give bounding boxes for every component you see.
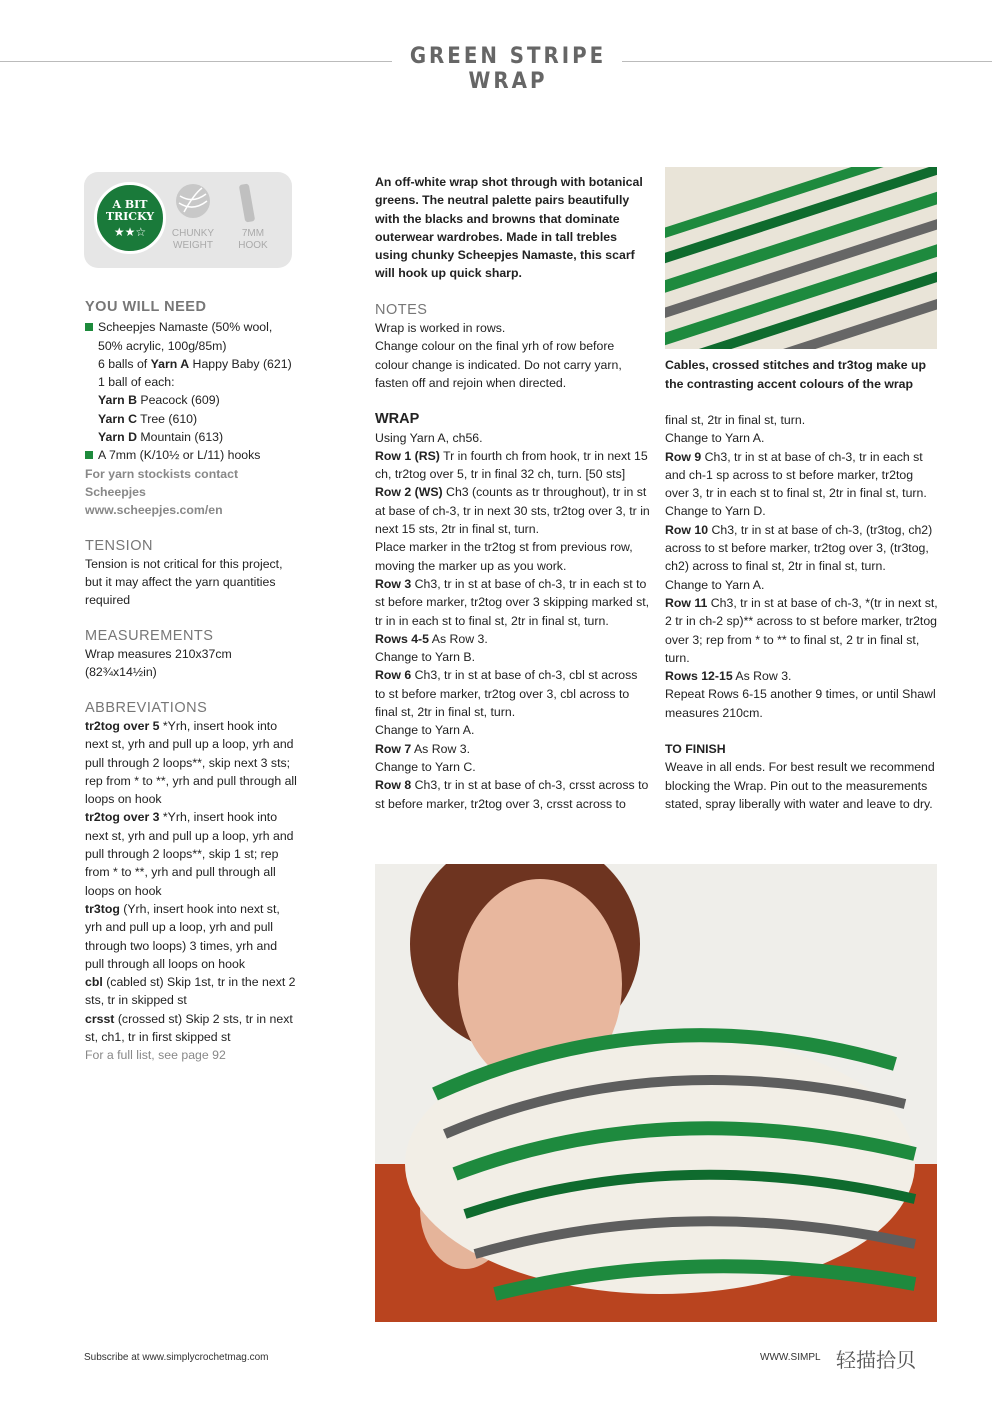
wrap-row: Row 10 Ch3, tr in st at base of ch-3, (tr3tog, ch2) across to st before marker, tr2tog over 3, (tr3tog, ch2) across to final st, 2tr in final st, turn. [665,522,933,574]
info-badges [84,172,292,268]
abbrev-item: tr2tog over 5 *Yrh, insert hook into next st, yrh and pull up a loop, yrh and pull through 2 loops**, skip next 3 sts; rep from * to **, yrh and pull through all loops on hook [85,718,297,807]
wrap-row: Place marker in the tr2tog st from previous row, moving the marker up as you work. [375,540,633,573]
wrap-row: Change to Yarn A. [665,577,765,592]
photo-caption: Cables, crossed stitches and tr3tog make up the contrasting accent colours of the wrap [665,358,927,391]
abbrev-item: tr2tog over 3 *Yrh, insert hook into next st, yrh and pull up a loop, yrh and pull through 2 loops**, skip 1 st; rep from * to **, yrh and pull through all loops on hook [85,810,294,898]
difficulty-label: A BIT TRICKY [105,198,155,223]
wrap-row: Row 1 (RS) Tr in fourth ch from hook, tr in next 15 ch, tr2tog over 5, tr in final 32 ch, turn. [50 sts] [375,448,648,482]
column-right [665,411,940,813]
abbrev-footer: For a full list, see page 92 [85,1048,226,1063]
difficulty-badge [94,182,166,254]
yarn-fibre: 50% acrylic, 100g/85m) [98,338,227,353]
wrap-row: Change to Yarn D. [665,504,766,519]
measurements-imperial: (82¾x14½in) [85,665,157,680]
yarn-brand: Scheepjes Namaste (50% wool, [98,320,273,335]
abbrev-item: crsst (crossed st) Skip 2 sts, tr in next st, ch1, tr in first skipped st [85,1011,293,1044]
wrap-row: Change to Yarn A. [375,723,475,738]
yarn-c-line: Yarn C Tree (610) [98,411,198,426]
difficulty-stars: ★★☆ [113,225,147,239]
stockists-link[interactable]: www.scheepjes.com/en [85,503,223,518]
bullet-icon [85,451,93,459]
notes-line: Wrap is worked in rows. [375,321,506,336]
you-will-need-heading: YOU WILL NEED [85,299,207,315]
header-rule-left [0,61,392,62]
wrap-row: Row 7 As Row 3. [375,741,470,756]
one-ball-each: 1 ball of each: [98,375,175,390]
wrap-row: Change to Yarn B. [375,650,476,665]
wrap-row: Row 3 Ch3, tr in st at base of ch-3, tr in each st to st before marker, tr2tog over 3 skipping marked st, tr in in each st to final st, 2tr in final st, turn. [375,576,650,628]
footer-website[interactable]: WWW.SIMPL [760,1352,821,1363]
measurements-heading: MEASUREMENTS [85,627,214,644]
wrap-row: Row 11 Ch3, tr in st at base of ch-3, *(tr in next st, 2 tr in ch-2 sp)** across to st before marker, tr2tog over 3; rep from * to ** to final st, 2 tr in final st, turn. [665,595,938,665]
stockists-brand: Scheepjes [85,484,146,499]
wrap-row: Rows 4-5 As Row 3. [375,631,488,646]
finish-text: Weave in all ends. For best result we recommend blocking the Wrap. Pin out to the measurements stated, spray liberally with water and leave to dry. [665,760,935,811]
stockists-line: For yarn stockists contact [85,466,239,481]
intro-text: An off-white wrap shot through with botanical greens. The neutral palette pairs beautifully with the blacks and browns that dominate outerwear wardrobes. Made in tall trebles using chunky Scheepjes Namaste, this scarf will hook up quick sharp. [375,175,643,281]
abbrev-item: tr3tog (Yrh, insert hook into next st, yrh and pull up a loop, yrh and pull through two loops) 3 times, yrh and pull through all loops on hook [85,901,280,971]
wrap-row: Rows 12-15 As Row 3. [665,669,792,684]
yarn-b-line: Yarn B Peacock (609) [98,393,220,408]
header-rule-right [622,61,992,62]
notes-heading: NOTES [375,301,428,318]
hook-line: A 7mm (K/10½ or L/11) hooks [98,448,261,463]
wrap-row: final st, 2tr in final st, turn. [665,413,806,427]
yarn-weight-label: CHUNKY WEIGHT [171,228,215,251]
model-photo [375,864,937,1322]
yarn-a-line: 6 balls of Yarn A Happy Baby (621) [98,356,292,371]
crochet-hook-icon [239,183,255,222]
wrap-row: Row 6 Ch3, tr in st at base of ch-3, cbl st across to st before marker, tr2tog over 3, cbl across to final st, 2tr in final st, turn. [375,668,638,720]
abbreviations-heading: ABBREVIATIONS [85,699,208,716]
page-title: GREEN STRIPE WRAP [409,44,607,94]
wrap-row: Repeat Rows 6-15 another 9 times, or until Shawl measures 210cm. [665,687,936,720]
wrap-row: Row 8 Ch3, tr in st at base of ch-3, crsst across to st before marker, tr2tog over 3, crsst across to [375,778,649,811]
column-middle [375,173,650,813]
measurements-text: Wrap measures 210x37cm [85,647,232,662]
tension-heading: TENSION [85,537,153,554]
wrap-row: Change to Yarn A. [665,431,765,446]
wrap-row: Row 2 (WS) Ch3 (counts as tr throughout), tr in st at base of ch-3, tr in next 30 sts, tr2tog over 3, tr in next 15 sts, 2tr in final st, turn. [375,485,650,537]
wrap-heading: WRAP [375,411,420,428]
notes-line: Change colour on the final yrh of row before colour change is indicated. Do not carry yarn, fasten off and rejoin when directed. [375,339,622,390]
hook-size-label: 7MM HOOK [238,228,268,251]
wrap-row: Change to Yarn C. [375,759,476,774]
tension-text: Tension is not critical for this project, but it may affect the yarn quantities required [85,556,283,608]
yarn-d-line: Yarn D Mountain (613) [98,430,224,445]
abbrev-item: cbl (cabled st) Skip 1st, tr in the next 2 sts, tr in skipped st [85,975,296,1008]
yarn-ball-icon [176,184,210,218]
wrap-row: Row 9 Ch3, tr in st at base of ch-3, tr in each st and ch-1 sp across to st before marker, tr2tog over 3, tr in each st to final st, 2tr in final st, turn. [665,449,927,501]
column-left [85,298,297,1065]
finish-heading: TO FINISH [665,742,726,757]
stitch-detail-photo [665,167,937,349]
bullet-icon [85,323,93,331]
footer-subscribe[interactable]: Subscribe at www.simplycrochetmag.com [84,1352,269,1363]
wrap-intro: Using Yarn A, ch56. [375,430,483,445]
watermark: 轻描拾贝 [836,1350,916,1372]
